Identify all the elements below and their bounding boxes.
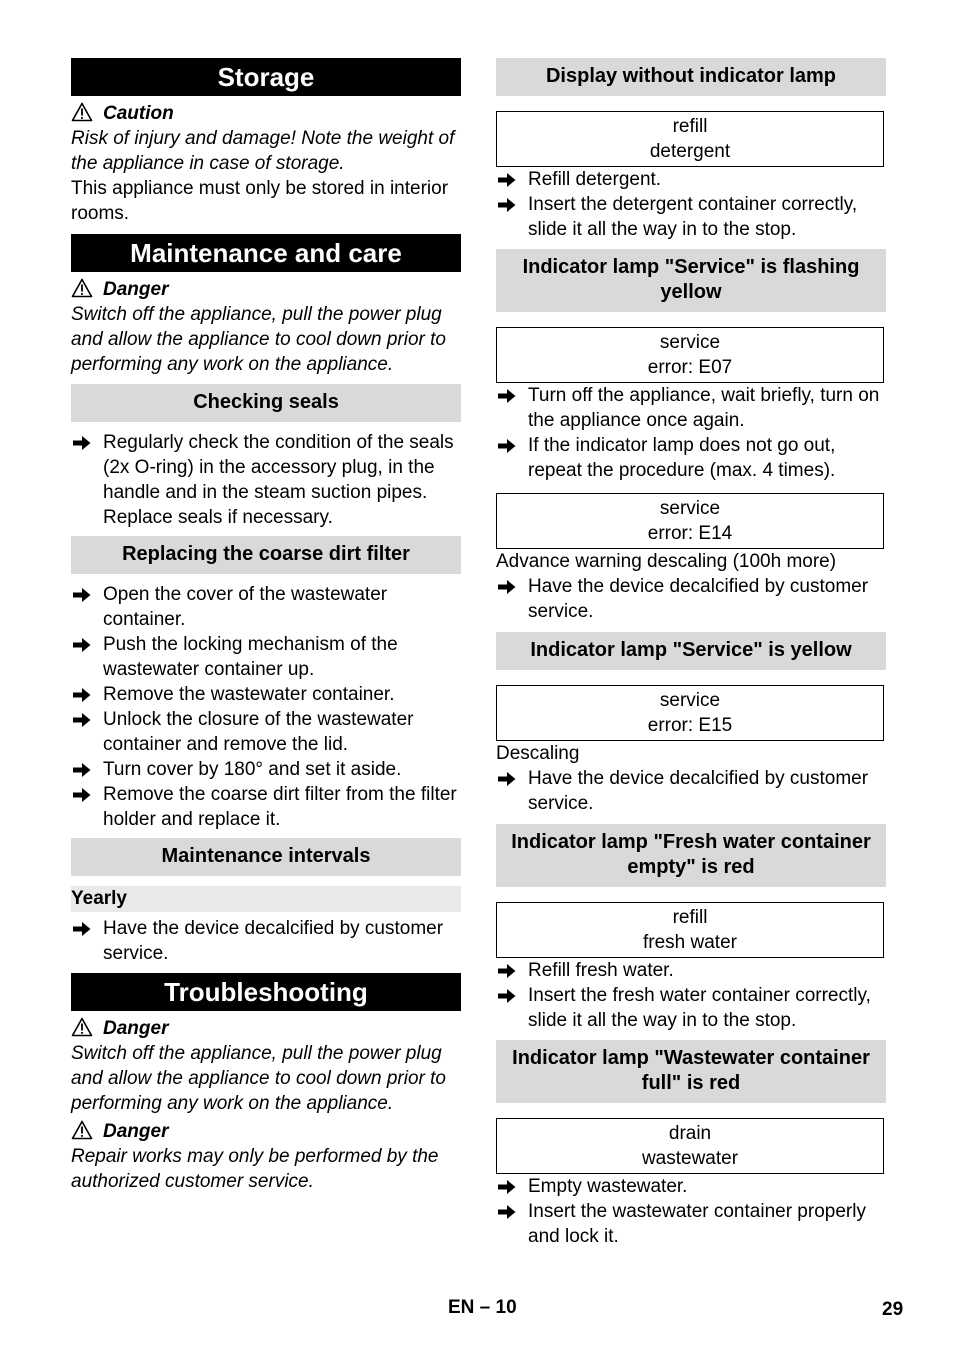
arrow-right-icon — [498, 988, 516, 1004]
danger-label: Danger — [71, 277, 461, 302]
arrow-right-icon — [498, 771, 516, 787]
s3-list — [496, 766, 886, 816]
danger-text: Switch off the appliance, pull the power plug and allow the appliance to cool down prior to performing any work on the appliance. — [71, 304, 446, 375]
danger-text: Repair works may only be performed by the authorized customer service. — [71, 1146, 439, 1192]
list-item: Remove the coarse dirt filter from the filter holder and replace it. — [71, 782, 461, 832]
checking-seals-list — [71, 430, 461, 530]
arrow-right-icon — [73, 587, 91, 603]
fresh-water-heading: Indicator lamp "Fresh water container empty" is red — [496, 824, 886, 887]
s1-list — [496, 167, 886, 242]
page-number: 29 — [882, 1299, 904, 1320]
display-box: refill fresh water — [496, 902, 884, 958]
list-item: Regularly check the condition of the seals (2x O-ring) in the accessory plug, in the handle and in the steam suction pipes. Replace seals if necessary. — [71, 430, 461, 530]
right-column — [496, 58, 886, 1249]
list-item: Have the device decalcified by customer service. — [496, 766, 886, 816]
list-item: Refill detergent. — [496, 167, 886, 192]
arrow-right-icon — [498, 1204, 516, 1220]
danger-text: Switch off the appliance, pull the power plug and allow the appliance to cool down prior to performing any work on the appliance. — [71, 1043, 446, 1114]
list-item: Have the device decalcified by customer service. — [496, 574, 886, 624]
arrow-right-icon — [73, 787, 91, 803]
arrow-right-icon — [73, 687, 91, 703]
list-item: Turn cover by 180° and set it aside. — [71, 757, 461, 782]
list-item: Push the locking mechanism of the wastewater container up. — [71, 632, 461, 682]
wastewater-heading: Indicator lamp "Wastewater container full" is red — [496, 1040, 886, 1103]
maintenance-heading: Maintenance and care — [71, 234, 461, 272]
arrow-right-icon — [498, 197, 516, 213]
storage-heading: Storage — [71, 58, 461, 96]
s2-list-2 — [496, 574, 886, 624]
arrow-right-icon — [498, 388, 516, 404]
display-box: drain wastewater — [496, 1118, 884, 1174]
service-yellow-heading: Indicator lamp "Service" is yellow — [496, 632, 886, 670]
s4-list — [496, 958, 886, 1033]
list-item: If the indicator lamp does not go out, repeat the procedure (max. 4 times). — [496, 433, 886, 483]
arrow-right-icon — [73, 435, 91, 451]
coarse-filter-heading: Replacing the coarse dirt filter — [71, 536, 461, 574]
service-flashing-heading: Indicator lamp "Service" is flashing yellow — [496, 249, 886, 312]
list-item: Empty wastewater. — [496, 1174, 886, 1199]
arrow-right-icon — [73, 762, 91, 778]
caution-label: Caution — [71, 101, 461, 126]
warning-triangle-icon — [71, 278, 93, 298]
caution-text: Risk of injury and damage! Note the weight of the appliance in case of storage. — [71, 128, 455, 174]
arrow-right-icon — [498, 1179, 516, 1195]
warning-triangle-icon — [71, 102, 93, 122]
list-item: Turn off the appliance, wait briefly, turn on the appliance once again. — [496, 383, 886, 433]
maintenance-intervals-heading: Maintenance intervals — [71, 838, 461, 876]
checking-seals-heading: Checking seals — [71, 384, 461, 422]
intervals-list — [71, 916, 461, 966]
left-column — [71, 58, 461, 1194]
advance-warning-text: Advance warning descaling (100h more) — [496, 551, 837, 572]
list-item: Unlock the closure of the wastewater container and remove the lid. — [71, 707, 461, 757]
s5-list — [496, 1174, 886, 1249]
list-item: Open the cover of the wastewater container. — [71, 582, 461, 632]
display-box: service error: E15 — [496, 685, 884, 741]
warning-triangle-icon — [71, 1017, 93, 1037]
display-box: service error: E14 — [496, 493, 884, 549]
list-item: Insert the detergent container correctly, slide it all the way in to the stop. — [496, 192, 886, 242]
danger-label: Danger — [71, 1119, 461, 1144]
list-item: Insert the fresh water container correctly, slide it all the way in to the stop. — [496, 983, 886, 1033]
arrow-right-icon — [73, 637, 91, 653]
list-item: Have the device decalcified by customer service. — [71, 916, 461, 966]
list-item: Insert the wastewater container properly and lock it. — [496, 1199, 886, 1249]
footer-language-page: EN – 10 — [448, 1297, 517, 1318]
coarse-filter-list — [71, 582, 461, 832]
s2-list-1 — [496, 383, 886, 483]
arrow-right-icon — [498, 172, 516, 188]
warning-triangle-icon — [71, 1120, 93, 1140]
arrow-right-icon — [73, 921, 91, 937]
danger-label: Danger — [71, 1016, 461, 1041]
display-box: service error: E07 — [496, 327, 884, 383]
list-item: Refill fresh water. — [496, 958, 886, 983]
arrow-right-icon — [73, 712, 91, 728]
troubleshooting-heading: Troubleshooting — [71, 973, 461, 1011]
descaling-text: Descaling — [496, 743, 580, 764]
arrow-right-icon — [498, 963, 516, 979]
storage-text: This appliance must only be stored in interior rooms. — [71, 178, 449, 224]
list-item: Remove the wastewater container. — [71, 682, 461, 707]
display-box: refill detergent — [496, 111, 884, 167]
arrow-right-icon — [498, 438, 516, 454]
arrow-right-icon — [498, 579, 516, 595]
display-without-lamp-heading: Display without indicator lamp — [496, 58, 886, 96]
yearly-subheading: Yearly — [71, 886, 461, 912]
